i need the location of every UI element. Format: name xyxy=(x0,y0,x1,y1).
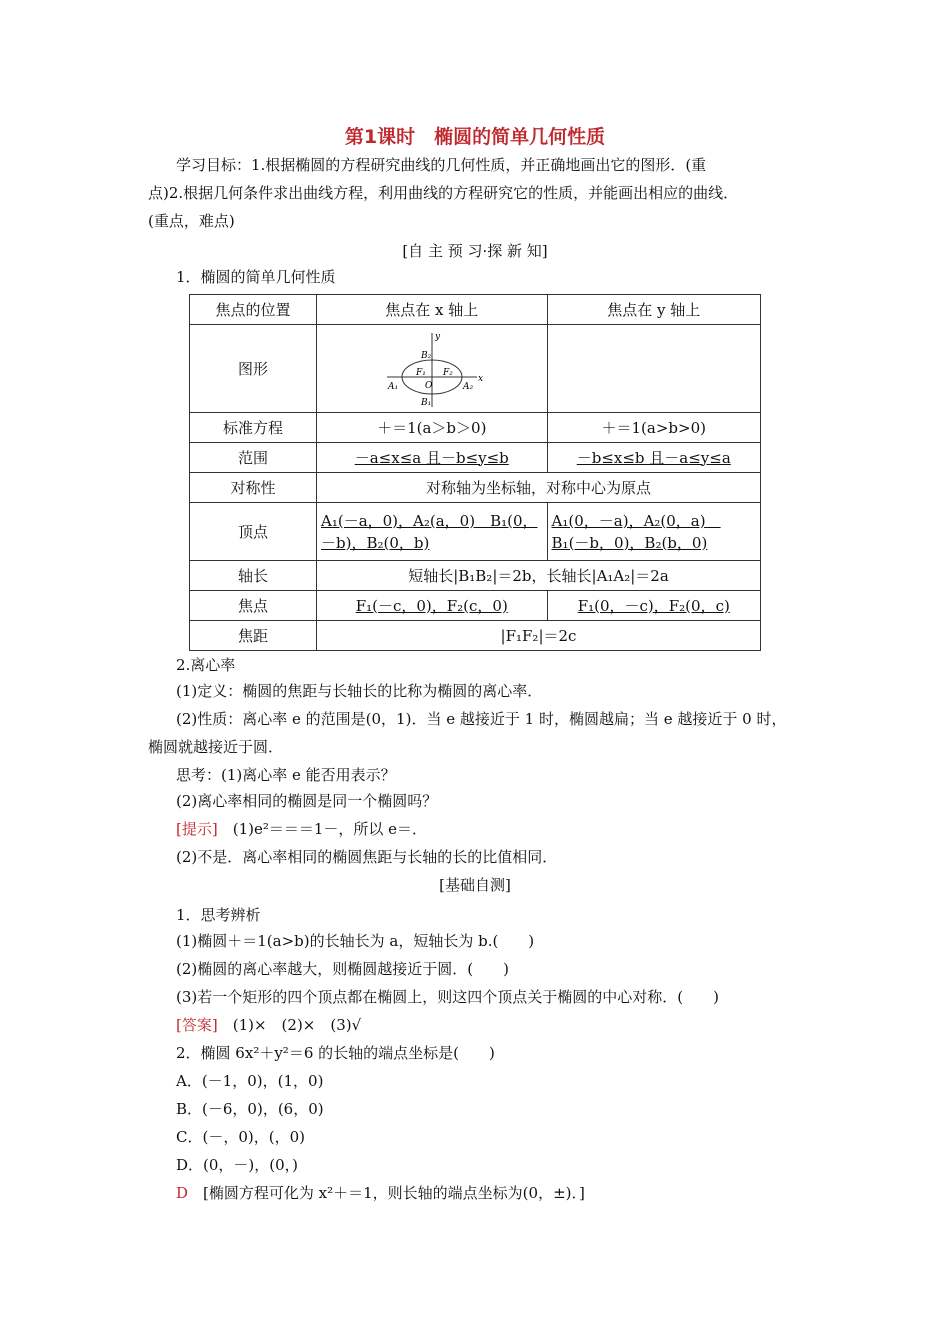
equation-y: ＋＝1(a>b>0) xyxy=(547,413,760,443)
row-label-vertex: 顶点 xyxy=(190,503,317,561)
answer-text: (1)× (2)× (3)√ xyxy=(232,1016,362,1034)
objective-line-1: 学习目标：1.根据椭圆的方程研究曲线的几何性质，并正确地画出它的图形．(重 xyxy=(176,156,707,174)
range-y: －b≤x≤b 且－a≤y≤a xyxy=(547,443,760,473)
page-title: 第1课时 椭圆的简单几何性质 xyxy=(344,126,606,148)
row-label-foci: 焦点 xyxy=(190,591,317,621)
think-question-1: 思考：(1)离心率 e 能否用表示？ xyxy=(176,766,396,784)
eccentricity-definition: (1)定义：椭圆的焦距与长轴长的比称为椭圆的离心率． xyxy=(176,682,543,700)
section-heading-self-test: [基础自测] xyxy=(439,876,511,894)
think-question-2: (2)离心率相同的椭圆是同一个椭圆吗？ xyxy=(176,792,438,810)
foci-y: F₁(0，－c)，F₂(0，c) xyxy=(547,591,760,621)
fig-label-f1: F₁ xyxy=(415,367,426,378)
header-x-axis: 焦点在 x 轴上 xyxy=(317,295,548,325)
answer-tag: [答案] xyxy=(176,1016,218,1034)
eccentricity-heading: 2.离心率 xyxy=(176,656,236,674)
fig-label-y: y xyxy=(434,331,440,342)
eccentricity-property-cont: 椭圆就越接近于圆． xyxy=(148,738,284,756)
option-d: D．(0，－)，(0，) xyxy=(176,1156,299,1174)
row-label-symmetry: 对称性 xyxy=(190,473,317,503)
ellipse-diagram xyxy=(377,329,487,409)
eccentricity-property: (2)性质：离心率 e 的范围是(0，1)．当 e 越接近于 1 时，椭圆越扁；当 e 越接近于 0 时， xyxy=(176,710,787,728)
answer-line xyxy=(176,1012,836,1038)
fig-label-b2: B₂ xyxy=(420,350,431,361)
row-label-equation: 标准方程 xyxy=(190,413,317,443)
row-label-figure: 图形 xyxy=(190,325,317,413)
fig-label-f2: F₂ xyxy=(442,367,453,378)
q1-item-1: (1)椭圆＋＝1(a>b)的长轴长为 a，短轴长为 b.( ) xyxy=(176,932,535,950)
solution-text: [椭圆方程可化为 x²＋＝1，则长轴的端点坐标为(0，±)．] xyxy=(203,1184,585,1202)
ellipse-properties-table xyxy=(189,294,761,651)
hint-line-2: (2)不是．离心率相同的椭圆焦距与长轴的长的比值相同． xyxy=(176,848,558,866)
fig-label-o: O xyxy=(424,380,433,391)
option-c: C．(－，0)，(，0) xyxy=(176,1128,305,1146)
option-b: B．(－6，0)，(6，0) xyxy=(176,1100,324,1118)
section-heading-preview: [自 主 预 习·探 新 知] xyxy=(402,242,548,260)
q1-item-2: (2)椭圆的离心率越大，则椭圆越接近于圆．( ) xyxy=(176,960,509,978)
symmetry-value: 对称轴为坐标轴，对称中心为原点 xyxy=(317,473,761,503)
option-a: A．(－1，0)，(1，0) xyxy=(176,1072,324,1090)
ellipse-figure xyxy=(317,325,548,413)
fig-label-a2: A₂ xyxy=(462,381,473,392)
fig-label-b1: B₁ xyxy=(420,397,431,408)
hint-line xyxy=(176,816,836,842)
empty-figure-cell xyxy=(547,325,760,413)
header-focus-position: 焦点的位置 xyxy=(190,295,317,325)
header-y-axis: 焦点在 y 轴上 xyxy=(547,295,760,325)
vertex-x: A₁(－a，0)，A₂(a，0) B₁(0，－b)，B₂(0，b) xyxy=(317,503,548,561)
hint-text: (1)e²＝＝＝1－，所以 e＝． xyxy=(232,820,428,838)
axis-length-value: 短轴长|B₁B₂|＝2b，长轴长|A₁A₂|＝2a xyxy=(317,561,761,591)
solution-line xyxy=(176,1180,836,1206)
row-label-axis-length: 轴长 xyxy=(190,561,317,591)
range-x: －a≤x≤a 且－b≤y≤b xyxy=(317,443,548,473)
vertex-y: A₁(0，－a)，A₂(0，a) B₁(－b，0)，B₂(b，0) xyxy=(547,503,760,561)
focal-distance-value: |F₁F₂|＝2c xyxy=(317,621,761,651)
q1-heading: 1．思考辨析 xyxy=(176,906,261,924)
equation-x: ＋＝1(a＞b＞0) xyxy=(317,413,548,443)
row-label-focal-distance: 焦距 xyxy=(190,621,317,651)
fig-label-x: x xyxy=(477,373,483,384)
fig-label-a1: A₁ xyxy=(387,381,398,392)
objective-line-2: 点)2.根据几何条件求出曲线方程，利用曲线的方程研究它的性质，并能画出相应的曲线． xyxy=(148,184,739,202)
objective-line-3: (重点，难点) xyxy=(148,212,235,230)
row-label-range: 范围 xyxy=(190,443,317,473)
q1-item-3: (3)若一个矩形的四个顶点都在椭圆上，则这四个顶点关于椭圆的中心对称．( ) xyxy=(176,988,719,1006)
solution-letter: D xyxy=(176,1184,189,1202)
q2-stem: 2．椭圆 6x²＋y²＝6 的长轴的端点坐标是( ) xyxy=(176,1044,495,1062)
item-1-heading: 1．椭圆的简单几何性质 xyxy=(176,268,336,286)
foci-x: F₁(－c，0)，F₂(c，0) xyxy=(317,591,548,621)
hint-tag: [提示] xyxy=(176,820,218,838)
